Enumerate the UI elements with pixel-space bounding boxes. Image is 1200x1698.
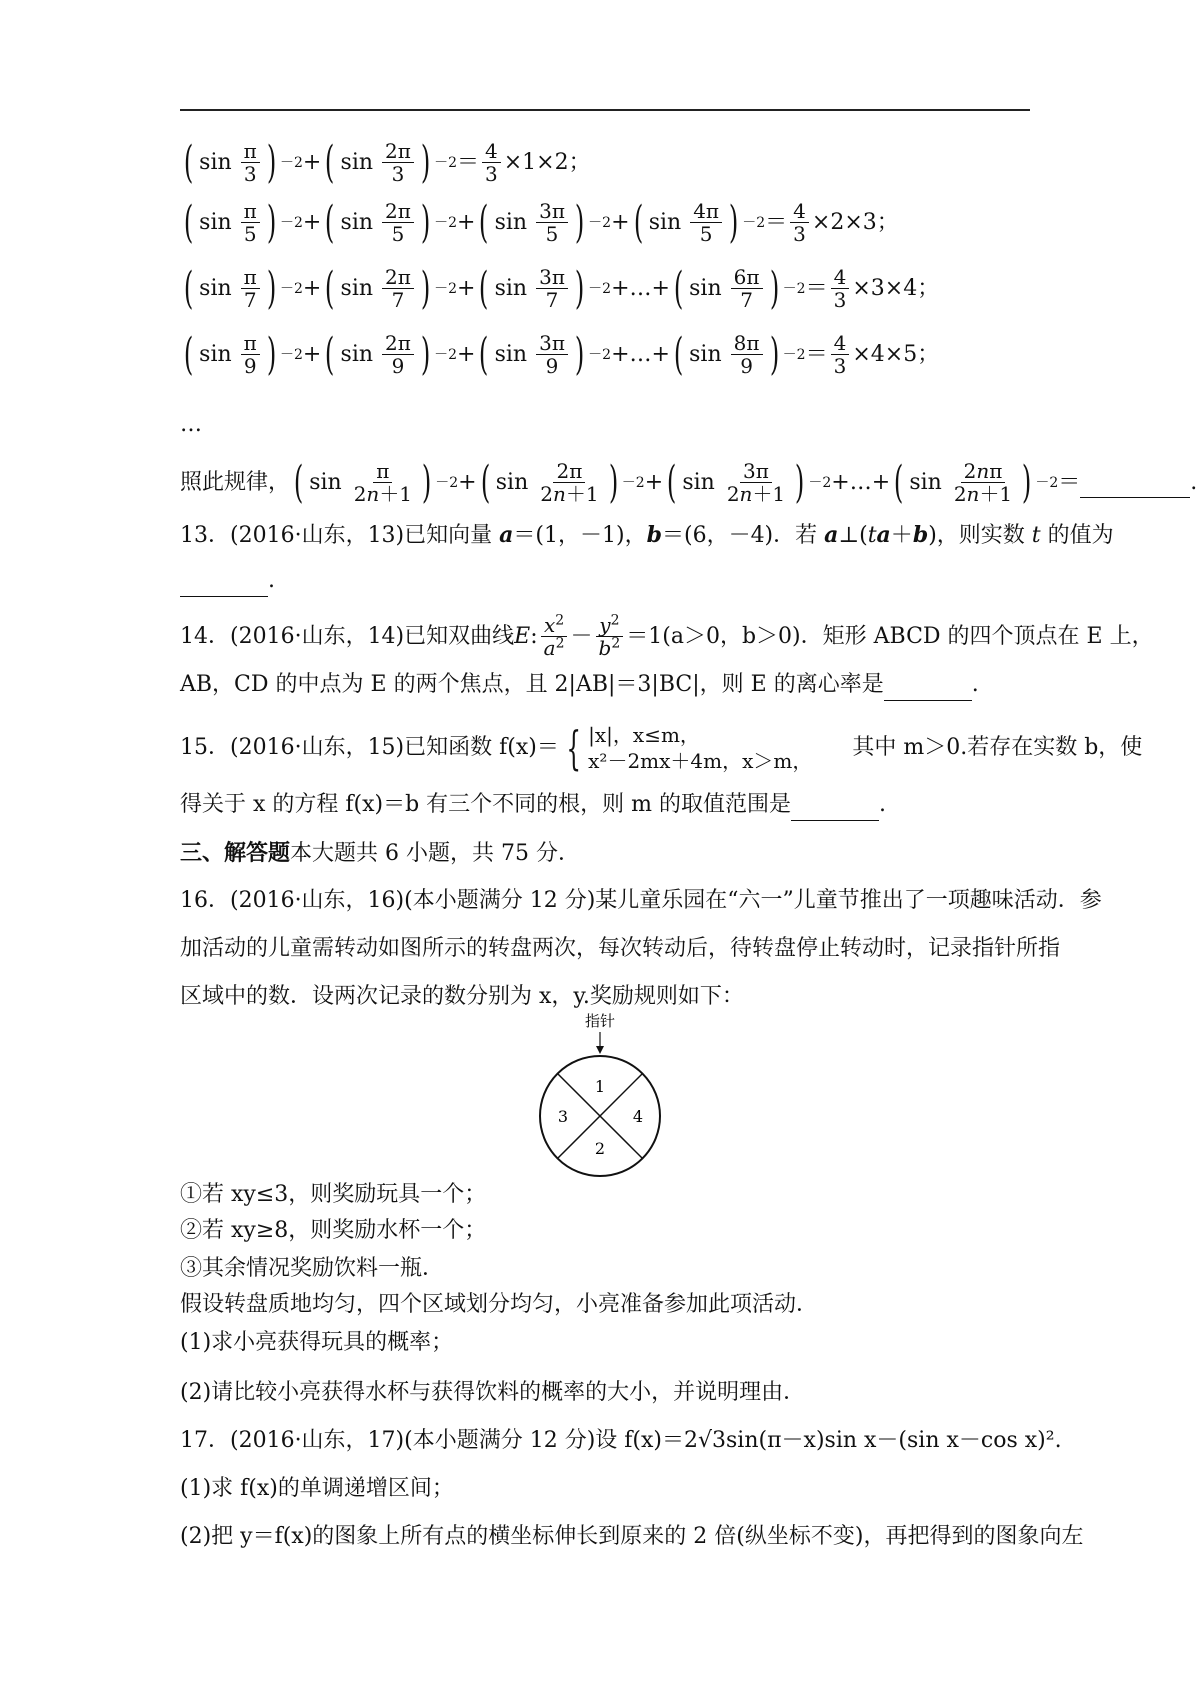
question-15-line2: 得关于 x 的方程 f(x)＝b 有三个不同的根，则 m 的取值范围是 .	[180, 790, 886, 821]
question-14: 14． (2016·山东，14) 已知双曲线 E : $\frac{x^2}{a^2}$ － $\frac{y^2}{b^2}$ ＝1(a＞0，b＞0)．矩形 ABCD 的四个顶点在 E 上，	[180, 612, 1154, 660]
q17-sub1: (1)求 f(x)的单调递增区间；	[180, 1476, 454, 1501]
pattern-question: 照此规律， ( sin $\frac{\pi}{2n+1}$ ) －2 + ( sin $\frac{2\pi}{2n+1}$ ) －2 + ( sin $\frac{3\pi}{2n+1}$ ) －2 +…+ ( sin $\frac{2n\pi}{2n+1}$ ) －2 ＝ .	[180, 456, 1198, 508]
q16-sub2: (2)请比较小亮获得水杯与获得饮料的概率的大小，并说明理由．	[180, 1380, 806, 1405]
question-16-line3: 区域中的数．设两次记录的数分别为 x，y.奖励规则如下：	[180, 984, 744, 1009]
reward-rule-2: ②若 xy≥8，则奖励水杯一个；	[180, 1218, 487, 1243]
question-13: 13．(2016·山东，13)已知向量 a＝(1，－1)，b＝(6，－4)．若 a⊥(ta＋b)，则实数 t 的值为	[180, 522, 1114, 548]
pointer-label: 指针	[584, 1012, 616, 1030]
sector-1: 1	[594, 1077, 606, 1096]
identity-row-7: ( sin $\frac{\pi}{7}$ ) －2 + ( sin $\frac{2\pi}{7}$ ) －2 + ( sin $\frac{3\pi}{7}$ ) －2 +…+ ( sin $\frac{6\pi}{7}$ ) －2 ＝ $\frac{4}{3}$ ×3×4；	[183, 262, 940, 314]
header-rule	[180, 109, 1030, 111]
identity-row-3: ( sin $\frac{\pi}{3}$ ) －2 + ( sin $\frac{2\pi}{3}$ ) －2 ＝ $\frac{4}{3}$ ×1×2；	[183, 136, 591, 188]
identity-row-9: ( sin $\frac{\pi}{9}$ ) －2 + ( sin $\frac{2\pi}{9}$ ) －2 + ( sin $\frac{3\pi}{9}$ ) －2 +…+ ( sin $\frac{8\pi}{9}$ ) －2 ＝ $\frac{4}{3}$ ×4×5；	[183, 328, 940, 380]
q17-sub2: (2)把 y＝f(x)的图象上所有点的横坐标伸长到原来的 2 倍(纵坐标不变)，再把得到的图象向左	[180, 1524, 1084, 1549]
answer-blank	[1080, 467, 1190, 498]
question-17-line1: 17．(2016·山东，17)(本小题满分 12 分)设 f(x)＝2√3sin(π－x)sin x－(sin x－cos x)².	[180, 1428, 1062, 1453]
question-16-line2: 加活动的儿童需转动如图所示的转盘两次，每次转动后，待转盘停止转动时，记录指针所指	[180, 936, 1061, 961]
question-16-line1: 16．(2016·山东，16)(本小题满分 12 分)某儿童乐园在“六一”儿童节推出了一项趣味活动．参	[180, 888, 1102, 913]
assumption: 假设转盘质地均匀，四个区域划分均匀，小亮准备参加此项活动．	[180, 1292, 819, 1317]
question-15: 15． (2016·山东，15) 已知函数 f(x)＝ { |x|，x≤m， x²－2mx＋4m，x＞m， 其中 m＞0.若存在实数 b，使	[180, 721, 1143, 775]
sector-2: 2	[594, 1139, 606, 1158]
section-heading: 三、解答题本大题共 6 小题，共 75 分．	[180, 840, 580, 866]
identity-row-5: ( sin $\frac{\pi}{5}$ ) －2 + ( sin $\frac{2\pi}{5}$ ) －2 + ( sin $\frac{3\pi}{5}$ ) －2 + ( sin $\frac{4\pi}{5}$ ) －2 ＝ $\frac{4}{3}$ ×2×3；	[183, 196, 899, 248]
sector-4: 4	[632, 1107, 644, 1126]
reward-rule-3: ③其余情况奖励饮料一瓶．	[180, 1256, 445, 1281]
spinner-diagram	[520, 1008, 680, 1178]
question-13-blank: .	[180, 566, 275, 597]
sector-3: 3	[557, 1107, 569, 1126]
reward-rule-1: ①若 xy≤3，则奖励玩具一个；	[180, 1182, 487, 1207]
q16-sub1: (1)求小亮获得玩具的概率；	[180, 1330, 454, 1355]
question-14-line2: AB，CD 的中点为 E 的两个焦点，且 2|AB|＝3|BC|，则 E 的离心率是 .	[180, 670, 979, 701]
ellipsis: …	[180, 412, 202, 437]
